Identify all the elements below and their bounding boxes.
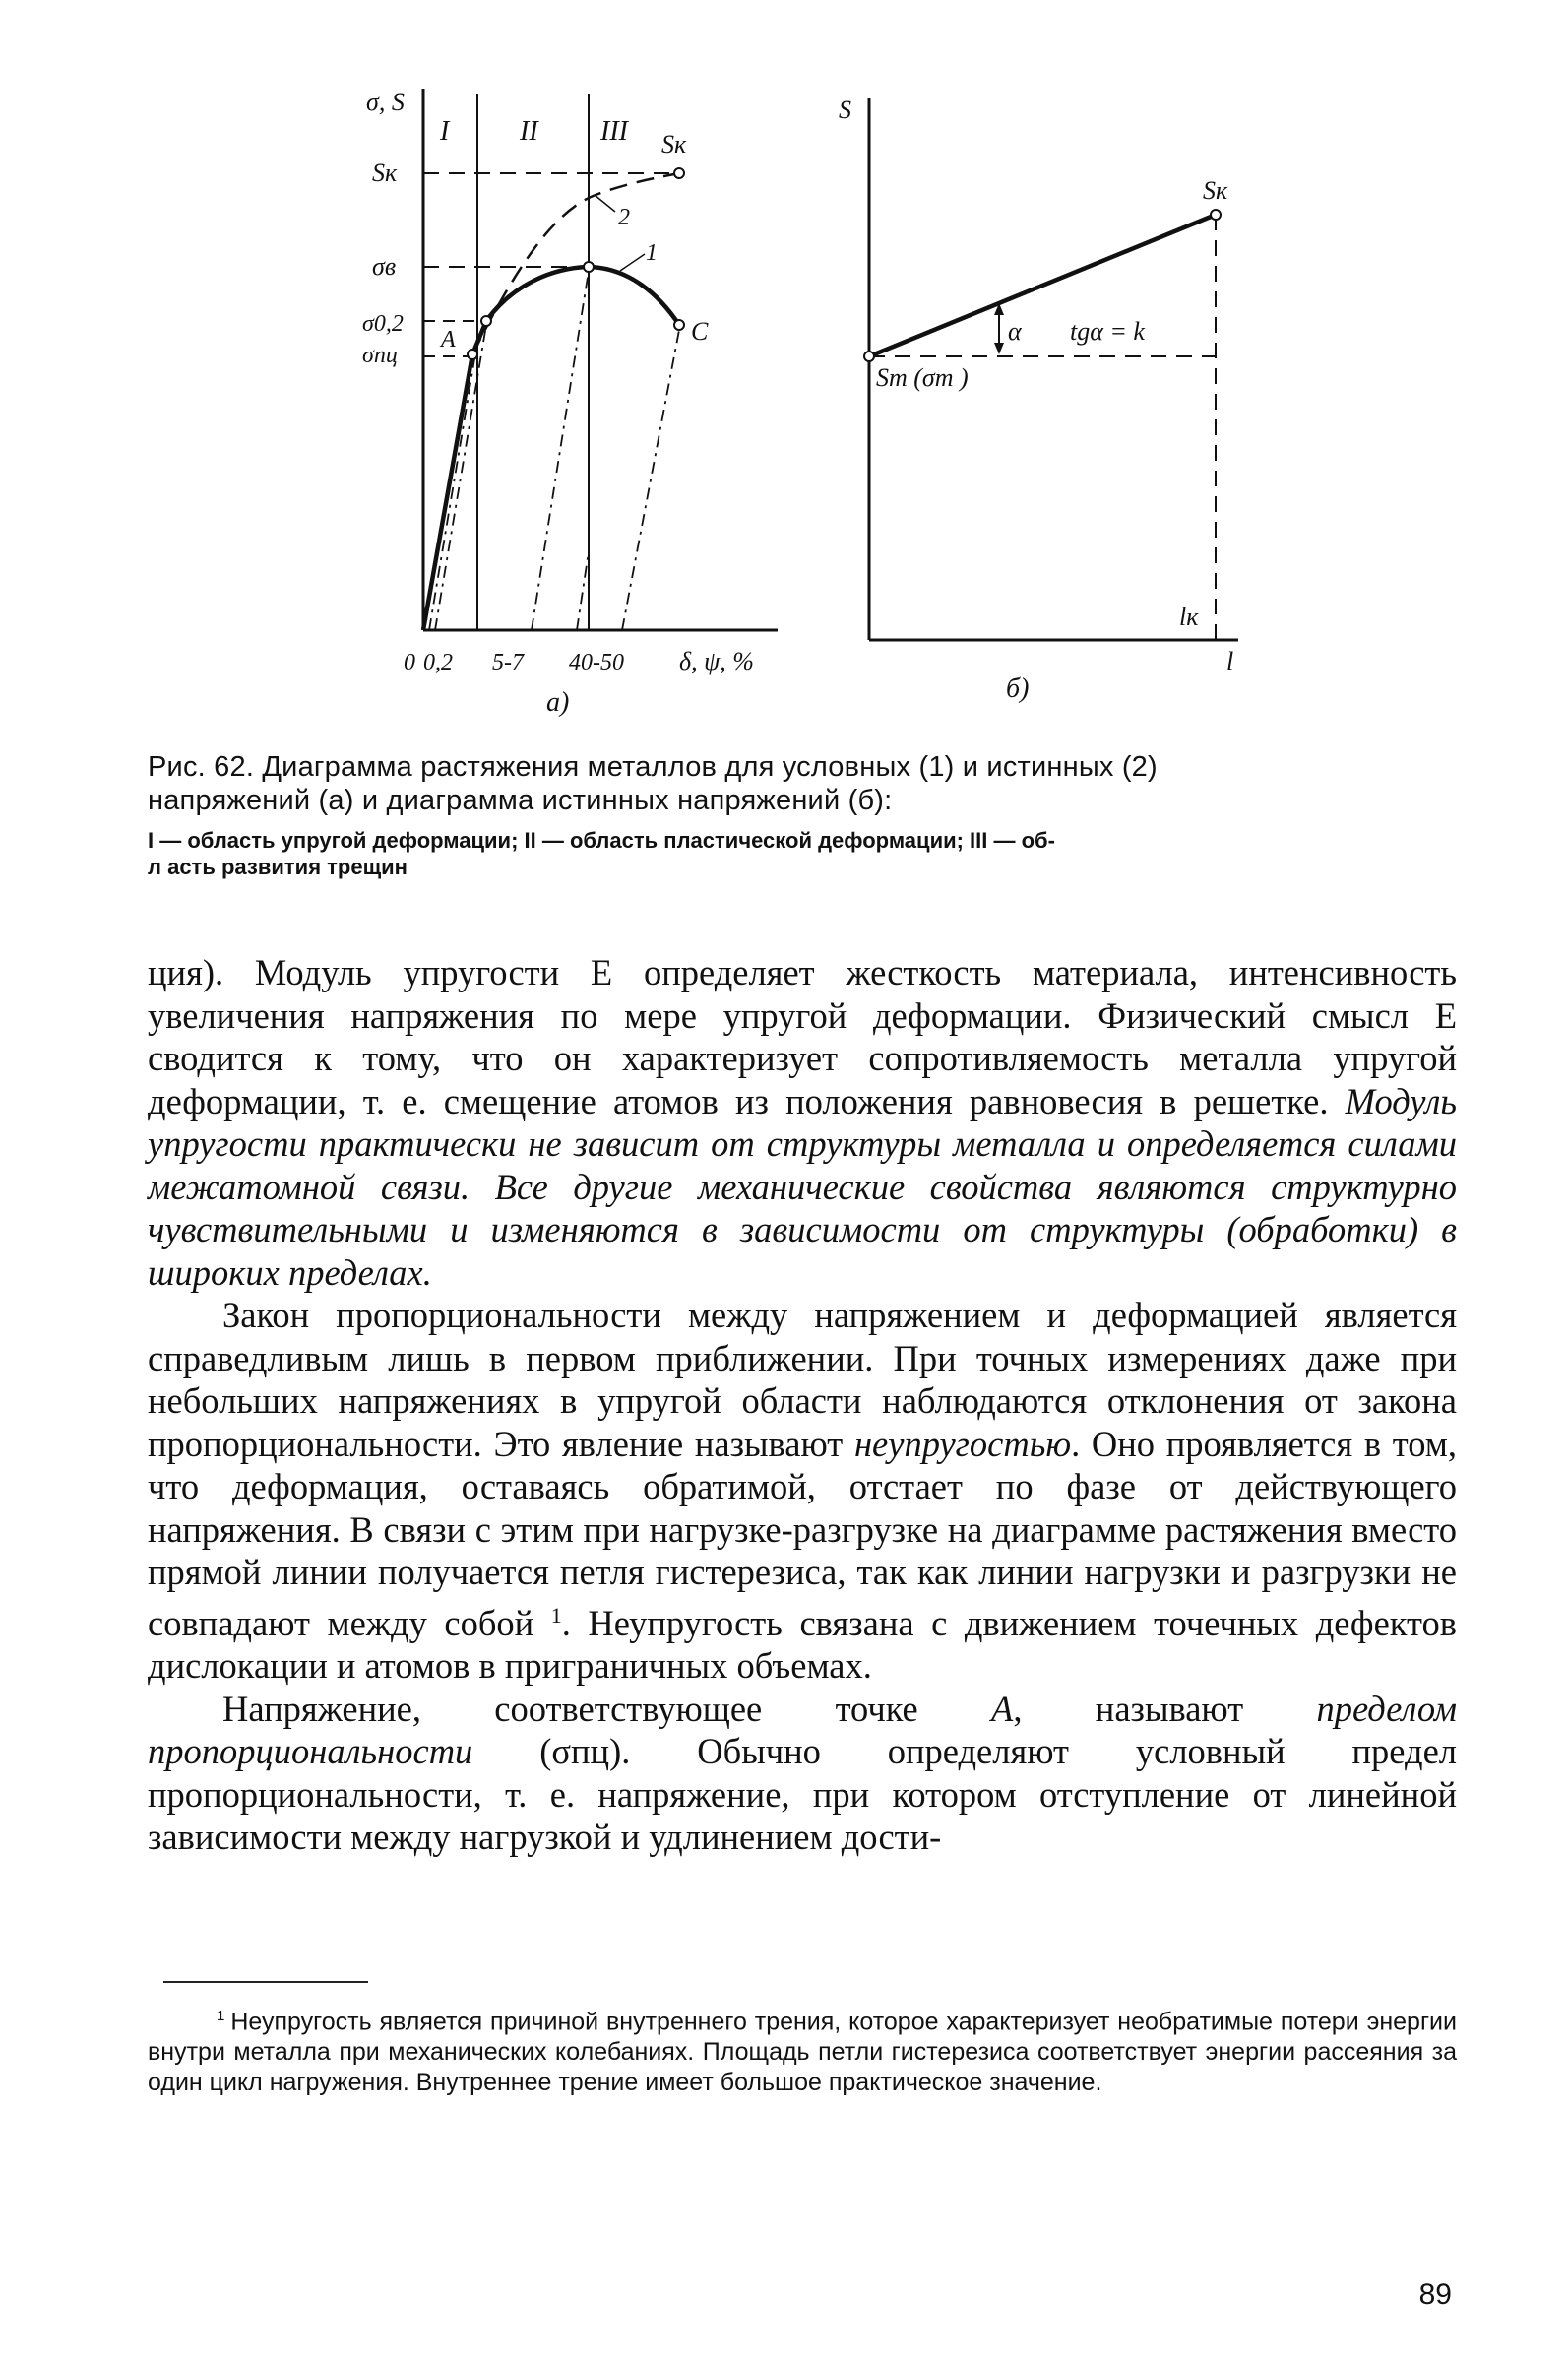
paragraph-2-text-b: . Оно проявляется в том, что деформация, оставаясь обратимой, отстает по фазе от действующего напряжения. В связи с этим при нагрузке-разгрузке на диаграмме растяжения вместо прямой линии получается петля гистерезиса, так как линии нагрузки и разгрузки не совпадают между собой xyxy=(148,1423,1457,1643)
footnote-reference[interactable]: 1 xyxy=(550,1602,562,1628)
caption-legend-line-2: л асть развития трещин xyxy=(148,855,408,879)
region-label-1: I xyxy=(440,116,450,147)
figure-caption xyxy=(148,750,1457,880)
y-tick-sigma-02: σ0,2 xyxy=(362,311,404,337)
true-stress-line xyxy=(869,215,1216,356)
figure-62 xyxy=(362,79,1476,729)
paragraph-2-text-a: Закон пропорциональности между напряжением и деформацией является справедливым лишь в первом приближении. При точных измерениях даже при небольших напряжениях в упругой области наблюдаются отклонения от закона пропорциональности. Это явление называют xyxy=(148,1295,1457,1464)
panel-a-diagram xyxy=(362,88,778,718)
point-Sk-b xyxy=(1211,210,1221,220)
point-label-Sk-a: Sк xyxy=(661,130,687,159)
panel-a-label: а) xyxy=(546,687,570,718)
panel-b-x-axis-label: l xyxy=(1226,647,1234,675)
angle-label-alpha: α xyxy=(1008,317,1022,346)
point-label-C: C xyxy=(691,317,709,346)
point-A-ref: A xyxy=(991,1688,1014,1729)
x-tick-5-7: 5-7 xyxy=(492,650,524,675)
paragraph-1-text: ция). Модуль упругости E определяет жесткость материала, интенсивность увеличения напряжения по мере упругой деформации. Физический смысл E сводится к тому, что он характеризует сопротивляемость металла упругой деформации, т. е. смещение атомов из положения равновесия в решетке. xyxy=(148,952,1457,1121)
y-tick-sigma-pc: σпц xyxy=(362,343,398,368)
footnote-number: 1 xyxy=(217,2008,225,2024)
paragraph-1-italic: Модуль упругости практически не зависит от структуры металла и определяется силами межатомной связи. Все другие механические свойства являются структурно чувствительными и изменяются в зависимости от структуры (обработки) в широких пределах. xyxy=(148,1080,1457,1293)
x-mark-lk: lк xyxy=(1179,603,1199,631)
point-label-Sk-b: Sк xyxy=(1203,176,1228,205)
footnote-text: Неупругость является причиной внутреннего трения, которое характеризует необратимые потери энергии внутри металла при механических колебаниях. Площадь петли гистерезиса соответствует энергии рассеяния за один цикл нагружения. Внутреннее трение имеет большое практическое значение. xyxy=(148,2008,1457,2097)
paragraph-3-text-b: , называют xyxy=(1013,1688,1317,1729)
panel-a-x-axis-label: δ, ψ, % xyxy=(679,647,754,675)
body-text xyxy=(148,951,1457,1859)
point-A xyxy=(468,350,477,359)
panel-b-y-axis-label: S xyxy=(839,96,851,124)
point-C xyxy=(674,320,684,330)
x-tick-0: 0 xyxy=(404,650,415,675)
paragraph-3-text-a: Напряжение, соответствующее точке xyxy=(222,1688,992,1729)
curve-label-2: 2 xyxy=(618,205,630,230)
point-label-A: A xyxy=(441,327,456,352)
paragraph-1 xyxy=(148,951,1457,1294)
point-St xyxy=(864,352,874,361)
paragraph-3 xyxy=(148,1688,1457,1859)
caption-line-2: напряжений (а) и диаграмма истинных напряжений (б): xyxy=(148,785,893,816)
paragraph-3-text-c: (σпц). Обычно определяют условный предел пропорциональности, т. е. напряжение, при котором отступление от линейной зависимости между нагрузкой и удлинением дости- xyxy=(148,1731,1457,1858)
region-label-2: II xyxy=(520,116,538,147)
panel-a-y-axis-label: σ, S xyxy=(366,88,405,116)
caption-line-1: Рис. 62. Диаграмма растяжения металлов для условных (1) и истинных (2) xyxy=(148,751,1158,783)
curve-label-1: 1 xyxy=(646,240,658,266)
panel-b-label: б) xyxy=(1006,673,1030,704)
point-max xyxy=(584,262,594,272)
x-tick-0-2: 0,2 xyxy=(423,650,453,675)
conditional-stress-curve xyxy=(423,267,679,630)
x-tick-40-50: 40-50 xyxy=(569,650,624,675)
caption-legend xyxy=(148,827,1457,880)
paragraph-2-text-c: . Неупругость связана с движением точечных дефектов дислокации и атомов в приграничных объемах. xyxy=(148,1602,1457,1687)
page-number: 89 xyxy=(1418,2278,1452,2311)
panel-b-diagram xyxy=(839,96,1238,704)
y-tick-Sk: Sк xyxy=(372,159,398,187)
y-tick-sigma-b: σв xyxy=(372,252,397,281)
formula-tg-alpha: tgα = k xyxy=(1070,317,1145,346)
point-yield xyxy=(481,316,491,326)
region-label-3: III xyxy=(600,116,628,147)
paragraph-2 xyxy=(148,1294,1457,1688)
term-proportional-limit: пределом пропорциональности xyxy=(148,1688,1457,1772)
point-Sk-a xyxy=(674,168,684,178)
point-label-St: Sт (σт ) xyxy=(876,363,969,392)
term-inelasticity: неупругостью xyxy=(853,1423,1072,1464)
footnote-divider xyxy=(163,1981,368,1983)
footnote xyxy=(148,2001,1457,2098)
caption-legend-line-1: I — область упругой деформации; II — область пластической деформации; III — об- xyxy=(148,828,1055,853)
